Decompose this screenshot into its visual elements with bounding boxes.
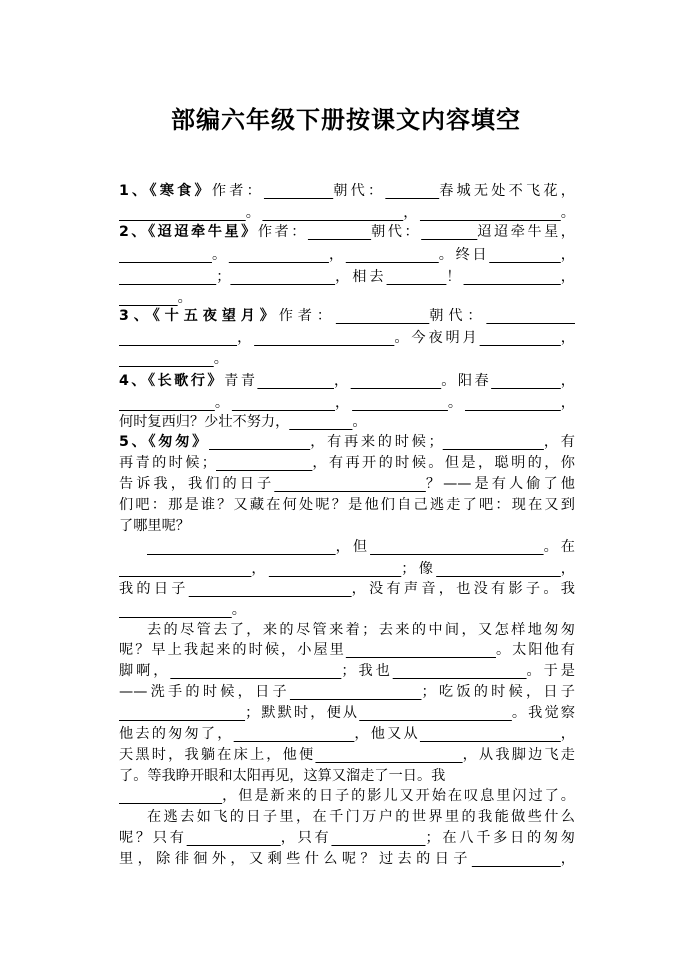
text-line: 2、《迢迢牵牛星》作者： 朝代： 迢迢牵牛星， (119, 224, 575, 240)
text-line: ，但是新来的日子的影儿又开始在叹息里闪过了。 (222, 788, 575, 804)
text-line: 1、《寒食》作者： 朝代： 春城无处不飞花， (119, 183, 575, 199)
text-line: 。 ， 。 ， (214, 395, 575, 411)
page-title: 部编六年级下册按课文内容填空 (171, 105, 521, 134)
text-line: 呢？只有 ，只有 ；在八千多日的匆匆 (119, 830, 575, 846)
text-line: 呢？早上我起来的时候，小屋里 。太阳他有 (119, 642, 575, 658)
text-line: 他去的匆匆了， ，他又从 ， (119, 726, 575, 742)
text-line: ； ，相去 ！ ， (216, 269, 575, 285)
text-line: 我的日子 ，没有声音，也没有影子。我 (119, 581, 575, 597)
text-line: ；默默时，便从 。我觉察 (245, 705, 575, 721)
text-line: ，但 。在 (335, 539, 575, 555)
text-line: 里，除徘徊外，又剩些什么呢？过去的日子 ， (119, 851, 575, 867)
text-line: 5、《匆匆》 ，有再来的时候； ，有 (119, 434, 575, 450)
text-line: ——洗手的时候，日子 ；吃饭的时候，日子 (119, 684, 575, 700)
text-line: 去的尽管去了，来的尽管来着；去来的中间，又怎样地匆匆 (147, 622, 575, 638)
text-line: 3、《十五夜望月》作者： 朝代： (119, 308, 487, 324)
text-line: ， ；像 ， (251, 561, 575, 577)
text-line: 4、《长歌行》青青 ， 。阳春 ， (119, 373, 575, 389)
text-line: 何时复西归？少壮不努力， 。 (119, 414, 367, 430)
text-line: ， 。今夜明月 ， (237, 330, 575, 346)
text-line: 了。等我睁开眼和太阳再见，这算又溜走了一日。我 (119, 768, 446, 784)
text-line: 了哪里呢？ (119, 518, 190, 534)
text-line: 告诉我，我们的日子 ？——是有人偷了他 (119, 476, 575, 492)
text-line: 们吧：那是谁？又藏在何处呢？是他们自己逃走了吧：现在又到 (119, 497, 575, 513)
text-line: 在逃去如飞的日子里，在千门万户的世界里的我能做些什么 (147, 809, 575, 825)
text-line: 脚啊， ；我也 。于是 (119, 663, 575, 679)
text-line: 再青的时候； ，有再开的时候。但是，聪明的，你 (119, 455, 575, 471)
text-line: 。 ， 。终日 ， (211, 247, 575, 263)
text-line: 。 (213, 351, 228, 367)
text-line: 。 (177, 290, 192, 306)
text-line: 。 ， 。 (245, 205, 575, 221)
text-line: 天黑时，我躺在床上，他便 ，从我脚边飞走 (119, 747, 575, 763)
text-line: 。 (231, 602, 246, 618)
